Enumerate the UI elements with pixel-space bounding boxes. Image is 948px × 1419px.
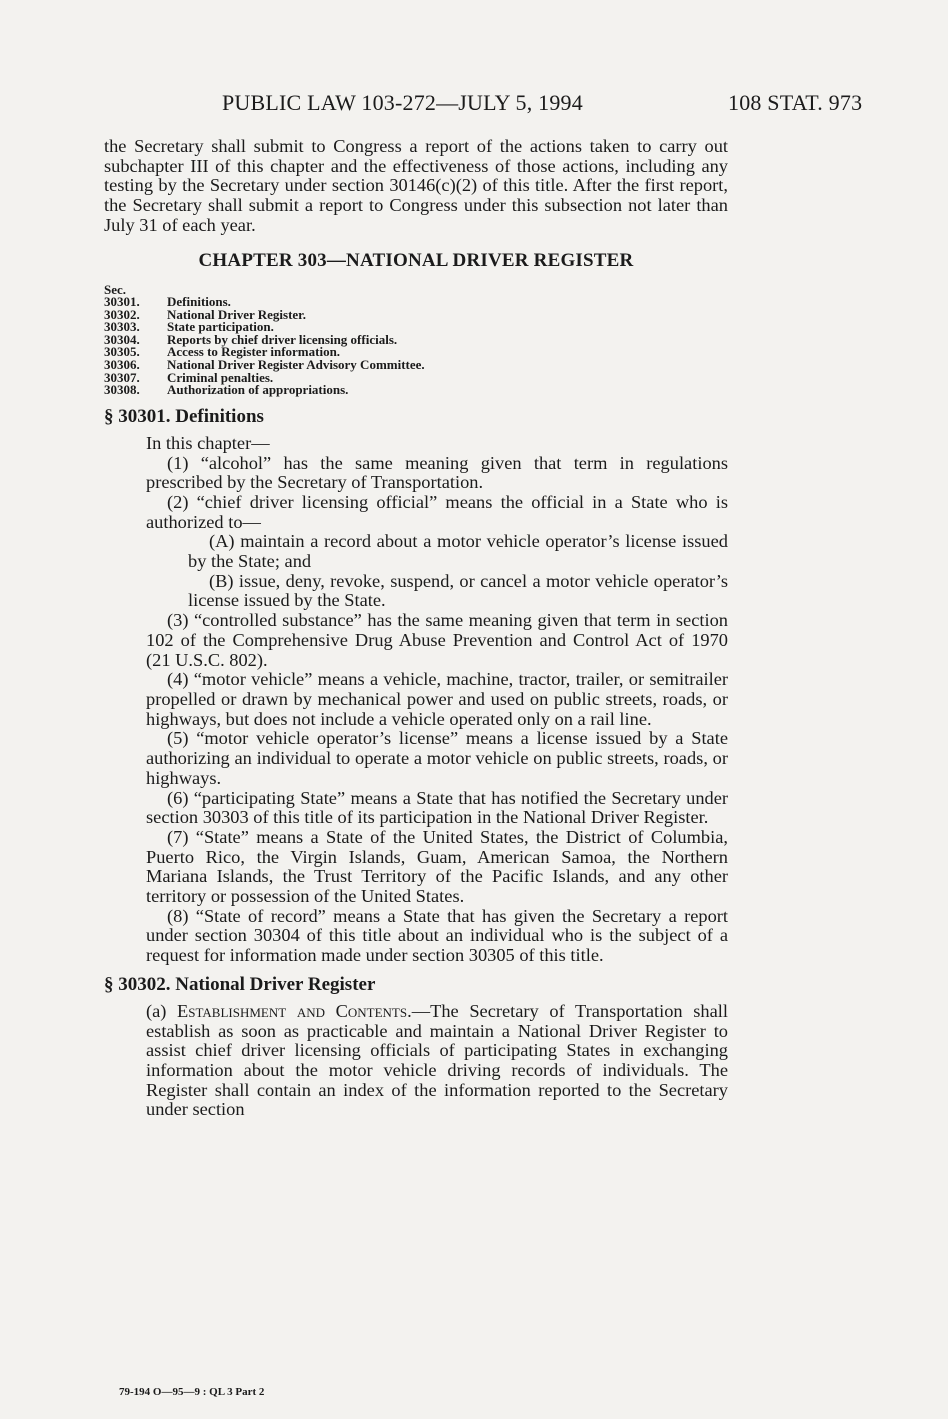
toc-title: Definitions. — [167, 294, 231, 310]
definition-state-of-record: (8) “State of record” means a State that has given the Secretary a report under section 30304 of this title about an individual who is the subject of a request for information made under section 30305 of this title. — [146, 905, 728, 966]
print-footer-code: 79-194 O—95—9 : QL 3 Part 2 — [119, 1386, 265, 1398]
definition-subparagraph-b: (B) issue, deny, revoke, suspend, or cancel a motor vehicle operator’s license issued by the State. — [188, 570, 728, 611]
toc-sec-label: Sec. — [104, 281, 127, 297]
header-title: PUBLIC LAW 103-272—JULY 5, 1994 — [222, 90, 583, 115]
toc-title: State participation. — [167, 319, 274, 335]
toc-number: 30306. — [104, 357, 140, 373]
section-30302-heading: § 30302. National Driver Register — [104, 973, 376, 995]
definition-controlled-substance: (3) “controlled substance” has the same meaning given that term in section 102 of the Comprehensive Drug Abuse Prevention and Control Act of 1970 (21 U.S.C. 802). — [146, 610, 728, 670]
definition-subparagraph-a: (A) maintain a record about a motor vehicle operator’s license issued by the State; and — [188, 531, 728, 572]
chapter-heading: CHAPTER 303—NATIONAL DRIVER REGISTER — [198, 249, 634, 271]
toc-number: 30308. — [104, 382, 140, 398]
toc-title: National Driver Register Advisory Committee. — [167, 357, 425, 373]
toc-title: Access to Register information. — [167, 344, 341, 360]
document-body — [104, 137, 728, 1120]
definitions-lead: In this chapter— — [146, 432, 270, 453]
definition-operators-license: (5) “motor vehicle operator’s license” means a license issued by a State authorizing an individual to operate a motor vehicle on public streets, roads, or highways. — [146, 728, 728, 788]
subsection-a-label: (a) — [146, 1000, 178, 1021]
toc-number: 30303. — [104, 319, 140, 335]
definition-chief-driver-licensing-official: (2) “chief driver licensing official” means the official in a State who is authorized to— — [146, 491, 728, 532]
definition-state: (7) “State” means a State of the United States, the District of Columbia, Puerto Rico, the Virgin Islands, Guam, American Samoa, the Northern Mariana Islands, the Trust Territory of the Pacific Islands, and any other territory or possession of the United States. — [146, 826, 728, 907]
intro-paragraph: the Secretary shall submit to Congress a report of the actions taken to carry out subchapter III of this chapter and the effectiveness of those actions, including any testing by the Secretary under section 30146(c)(2) of this title. After the first report, the Secretary shall submit a report to Congress under this subsection not later than July 31 of each year. — [104, 136, 728, 235]
definition-alcohol: (1) “alcohol” has the same meaning given that term in regulations prescribed by the Secretary of Transportation. — [146, 452, 728, 493]
toc-title: Authorization of appropriations. — [167, 382, 349, 398]
definition-motor-vehicle: (4) “motor vehicle” means a vehicle, machine, tractor, trailer, or semitrailer propelled or drawn by mechanical power and used on public streets, roads, or highways, but does not include a vehicle operated only on a rail line. — [146, 669, 728, 729]
toc-title: Reports by chief driver licensing officials. — [167, 331, 398, 347]
definition-participating-state: (6) “participating State” means a State that has notified the Secretary under section 30303 of this title of its participation in the National Driver Register. — [146, 787, 728, 828]
chapter-table-of-contents — [104, 281, 728, 398]
toc-number: 30307. — [104, 369, 140, 385]
toc-title: National Driver Register. — [167, 306, 307, 322]
subsection-a-text: .—The Secretary of Transportation shall establish as soon as practicable and maintain a National Driver Register to assist chief driver licensing officials of participating States in exchanging information about the motor vehicle driving records of individuals. The Register shall contain an index of the information reported to the Secretary under section — [146, 1000, 728, 1120]
toc-number: 30302. — [104, 306, 140, 322]
stat-page-number: 108 STAT. 973 — [728, 90, 863, 115]
subsection-a-caption: Establishment and Contents — [177, 1000, 408, 1021]
running-header — [0, 90, 948, 120]
toc-number: 30304. — [104, 331, 140, 347]
toc-row — [104, 384, 728, 397]
toc-number: 30301. — [104, 294, 140, 310]
subsection-a-paragraph — [104, 1002, 728, 1120]
toc-number: 30305. — [104, 344, 140, 360]
section-30301-heading: § 30301. Definitions — [104, 405, 264, 427]
toc-title: Criminal penalties. — [167, 369, 274, 385]
